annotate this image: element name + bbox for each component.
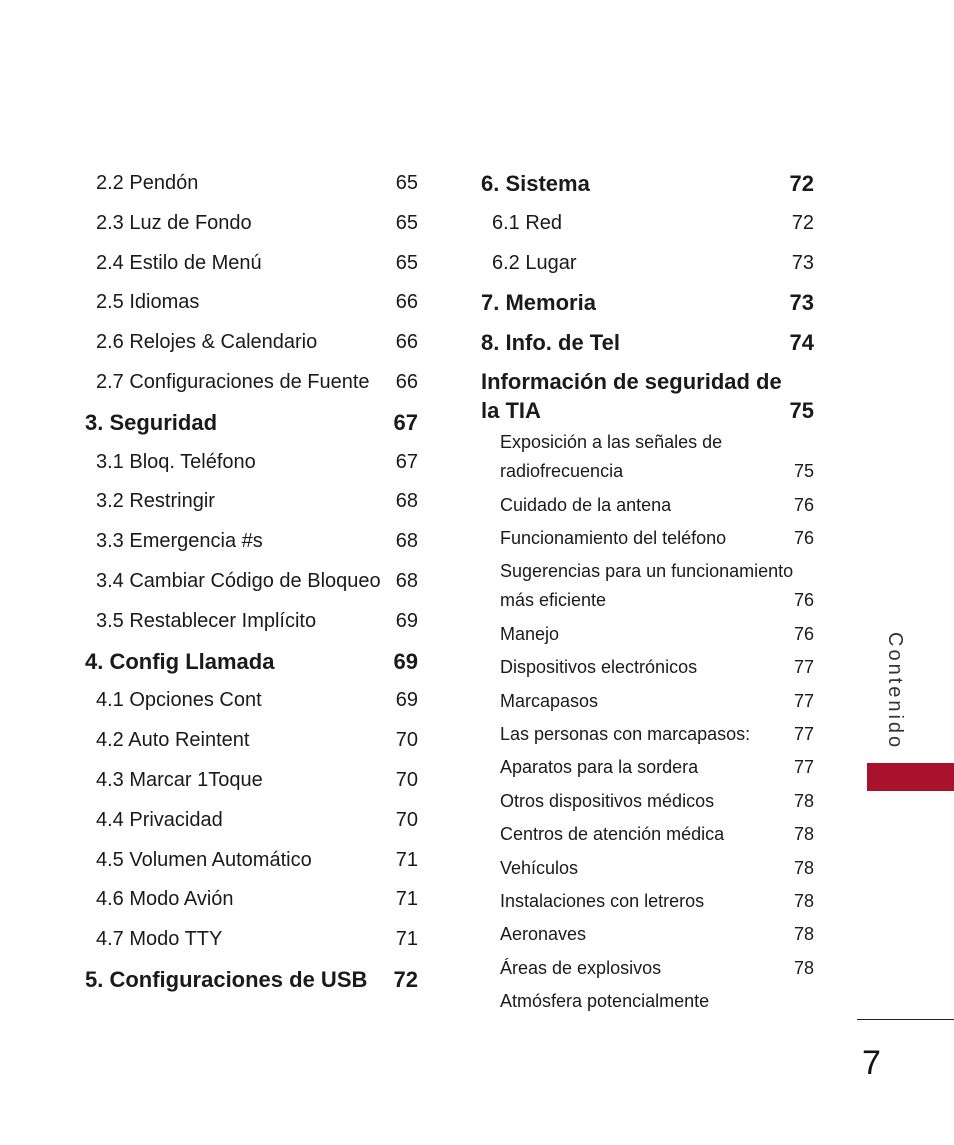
toc-page-number: 72 xyxy=(789,171,814,196)
toc-entry-label: 2.5 Idiomas xyxy=(96,291,200,314)
toc-entry[interactable] xyxy=(481,522,814,555)
toc-page-number: 70 xyxy=(395,808,418,831)
toc-page-number: 76 xyxy=(793,623,814,644)
toc-entry-label: 2.2 Pendón xyxy=(96,172,199,194)
toc-entry[interactable] xyxy=(85,602,418,642)
toc-entry[interactable] xyxy=(85,522,418,562)
toc-item-label: Atmósfera potencialmente xyxy=(500,991,710,1012)
toc-entry-label: 7. Memoria xyxy=(481,290,596,316)
toc-entry[interactable] xyxy=(481,164,814,204)
toc-page-number: 77 xyxy=(793,690,814,711)
toc-entry[interactable] xyxy=(481,918,814,951)
toc-page-number: 78 xyxy=(793,957,814,978)
toc-page-number: 66 xyxy=(395,331,418,354)
toc-entry[interactable] xyxy=(85,443,418,483)
toc-page-number: 78 xyxy=(793,790,814,811)
toc-heading-safety[interactable] xyxy=(481,363,814,427)
toc-page-number: 78 xyxy=(793,857,814,878)
toc-heading-line1: Información de seguridad de xyxy=(481,368,782,394)
toc-entry[interactable] xyxy=(481,885,814,918)
toc-page-number: 69 xyxy=(393,648,418,674)
toc-entry[interactable] xyxy=(481,204,814,244)
toc-entry[interactable] xyxy=(481,785,814,818)
toc-entry[interactable] xyxy=(481,244,814,284)
toc-entry-label: 4.7 Modo TTY xyxy=(96,928,223,951)
toc-page-number: 68 xyxy=(395,569,418,592)
toc-entry[interactable] xyxy=(85,681,418,721)
toc-page-number: 68 xyxy=(395,490,418,513)
toc-entry-label: 4.2 Auto Reintent xyxy=(96,729,250,752)
toc-entry[interactable] xyxy=(481,751,814,784)
toc-page-number: 77 xyxy=(793,723,814,744)
toc-page-number: 75 xyxy=(793,460,814,481)
toc-entry-label: Otros dispositivos médicos xyxy=(500,790,715,811)
toc-entry[interactable] xyxy=(481,952,814,985)
toc-entry-label: 3.4 Cambiar Código de Bloqueo xyxy=(96,569,381,592)
toc-item-last[interactable] xyxy=(481,985,814,1018)
toc-item-line2: más eficiente xyxy=(500,589,607,610)
toc-entry-label: 4.5 Volumen Automático xyxy=(96,848,312,871)
toc-entry-label: 3.2 Restringir xyxy=(96,490,215,513)
toc-entry-label: 2.3 Luz de Fondo xyxy=(96,211,252,234)
toc-entry[interactable] xyxy=(85,403,418,443)
toc-entry[interactable] xyxy=(481,489,814,522)
toc-entry-label: 4.6 Modo Avión xyxy=(96,888,234,911)
toc-entry[interactable] xyxy=(85,721,418,761)
toc-entry-label: 3.1 Bloq. Teléfono xyxy=(96,450,256,473)
toc-entry-label: 5. Configuraciones de USB xyxy=(85,966,368,992)
toc-entry-label: 8. Info. de Tel xyxy=(481,330,620,356)
toc-entry-label: Marcapasos xyxy=(500,690,599,711)
toc-entry[interactable] xyxy=(85,880,418,920)
toc-page-number: 78 xyxy=(793,824,814,845)
toc-entry-label: Áreas de explosivos xyxy=(500,957,662,978)
toc-page-number: 68 xyxy=(395,530,418,553)
toc-entry[interactable] xyxy=(85,363,418,403)
toc-entry[interactable] xyxy=(85,841,418,881)
toc-entry[interactable] xyxy=(85,204,418,244)
toc-entry[interactable] xyxy=(85,164,418,204)
toc-page-number: 72 xyxy=(791,211,814,234)
toc-page-number: 76 xyxy=(793,589,814,610)
toc-entry[interactable] xyxy=(85,283,418,323)
toc-page-number: 66 xyxy=(395,370,418,393)
toc-entry-label: 4.1 Opciones Cont xyxy=(96,689,262,712)
toc-entry[interactable] xyxy=(481,718,814,751)
toc-entry-label: Dispositivos electrónicos xyxy=(500,657,698,678)
toc-entry[interactable] xyxy=(85,562,418,602)
toc-item-line1: Exposición a las señales de xyxy=(500,431,723,452)
toc-entry-label: Aparatos para la sordera xyxy=(500,757,699,778)
toc-entry-label: 4.3 Marcar 1Toque xyxy=(96,768,263,791)
toc-page-number: 65 xyxy=(395,251,418,274)
toc-entry-label: 2.4 Estilo de Menú xyxy=(96,251,262,274)
toc-entry-label: 6. Sistema xyxy=(481,171,590,196)
toc-entry-label: Funcionamiento del teléfono xyxy=(500,528,727,549)
toc-entry-label: 4. Config Llamada xyxy=(85,648,275,674)
section-side-label: Contenido xyxy=(884,632,906,751)
toc-entry-label: 6.1 Red xyxy=(492,211,563,234)
toc-right-column xyxy=(481,164,814,1018)
toc-page-number: 66 xyxy=(395,291,418,314)
toc-entry-label: 3.5 Restablecer Implícito xyxy=(96,609,317,632)
toc-entry[interactable] xyxy=(85,920,418,960)
toc-entry[interactable] xyxy=(85,960,418,1000)
toc-entry[interactable] xyxy=(85,323,418,363)
toc-entry[interactable] xyxy=(481,618,814,651)
toc-page-number: 72 xyxy=(393,966,418,992)
toc-page-number: 78 xyxy=(793,924,814,945)
toc-entry-label: 4.4 Privacidad xyxy=(96,808,223,831)
toc-item-exposure[interactable] xyxy=(481,427,814,489)
toc-page-number: 69 xyxy=(395,609,418,632)
footer-divider xyxy=(857,1019,954,1020)
toc-entry[interactable] xyxy=(481,685,814,718)
toc-item-suggestions[interactable] xyxy=(481,556,814,618)
toc-entry-label: Aeronaves xyxy=(500,924,587,945)
section-accent-bar xyxy=(867,763,954,791)
toc-entry[interactable] xyxy=(85,244,418,284)
toc-entry-label: 6.2 Lugar xyxy=(492,251,577,274)
toc-entry[interactable] xyxy=(85,761,418,801)
toc-page-number: 73 xyxy=(789,290,814,316)
toc-item-line1: Sugerencias para un funcionamiento xyxy=(500,560,794,581)
toc-page-number: 76 xyxy=(793,494,814,515)
toc-entry[interactable] xyxy=(85,642,418,682)
toc-page-number: 70 xyxy=(395,729,418,752)
toc-entry-label: Cuidado de la antena xyxy=(500,494,672,515)
toc-heading-line2: la TIA xyxy=(481,397,541,423)
toc-entry[interactable] xyxy=(481,852,814,885)
toc-entry[interactable] xyxy=(481,818,814,851)
toc-entry-label: Centros de atención médica xyxy=(500,824,725,845)
toc-page-number: 76 xyxy=(793,528,814,549)
toc-entry-label: Manejo xyxy=(500,623,560,644)
toc-entry-label: Las personas con marcapasos: xyxy=(500,723,751,744)
toc-item-line2: radiofrecuencia xyxy=(500,460,624,481)
toc-entry[interactable] xyxy=(481,283,814,323)
toc-entry[interactable] xyxy=(85,482,418,522)
toc-entry[interactable] xyxy=(481,651,814,684)
toc-entry-label: Vehículos xyxy=(500,857,579,878)
toc-page-number: 77 xyxy=(793,657,814,678)
toc-page-number: 73 xyxy=(791,251,814,274)
toc-page-number: 67 xyxy=(395,450,418,473)
toc-entry-label: Instalaciones con letreros xyxy=(500,890,705,911)
toc-entry[interactable] xyxy=(85,801,418,841)
toc-page-number: 74 xyxy=(789,330,814,356)
toc-page-number: 69 xyxy=(395,689,418,712)
toc-entry-label: 3.3 Emergencia #s xyxy=(96,530,263,553)
toc-entry-label: 2.7 Configuraciones de Fuente xyxy=(96,370,370,393)
toc-page-number: 65 xyxy=(395,211,418,234)
toc-page-number: 71 xyxy=(395,888,418,911)
toc-entry-label: 2.6 Relojes & Calendario xyxy=(96,331,318,354)
page-number: 7 xyxy=(862,1044,881,1082)
toc-page-number: 78 xyxy=(793,890,814,911)
toc-left-column xyxy=(85,164,418,1000)
toc-entry-label: 3. Seguridad xyxy=(85,409,218,435)
toc-page-number: 67 xyxy=(393,409,418,435)
toc-page-number: 65 xyxy=(395,172,418,194)
toc-page-number: 71 xyxy=(395,848,418,871)
toc-entry[interactable] xyxy=(481,323,814,363)
toc-page-number: 71 xyxy=(395,928,418,951)
toc-page-number: 70 xyxy=(395,768,418,791)
toc-page-number: 77 xyxy=(793,757,814,778)
toc-page-number: 75 xyxy=(789,397,814,423)
